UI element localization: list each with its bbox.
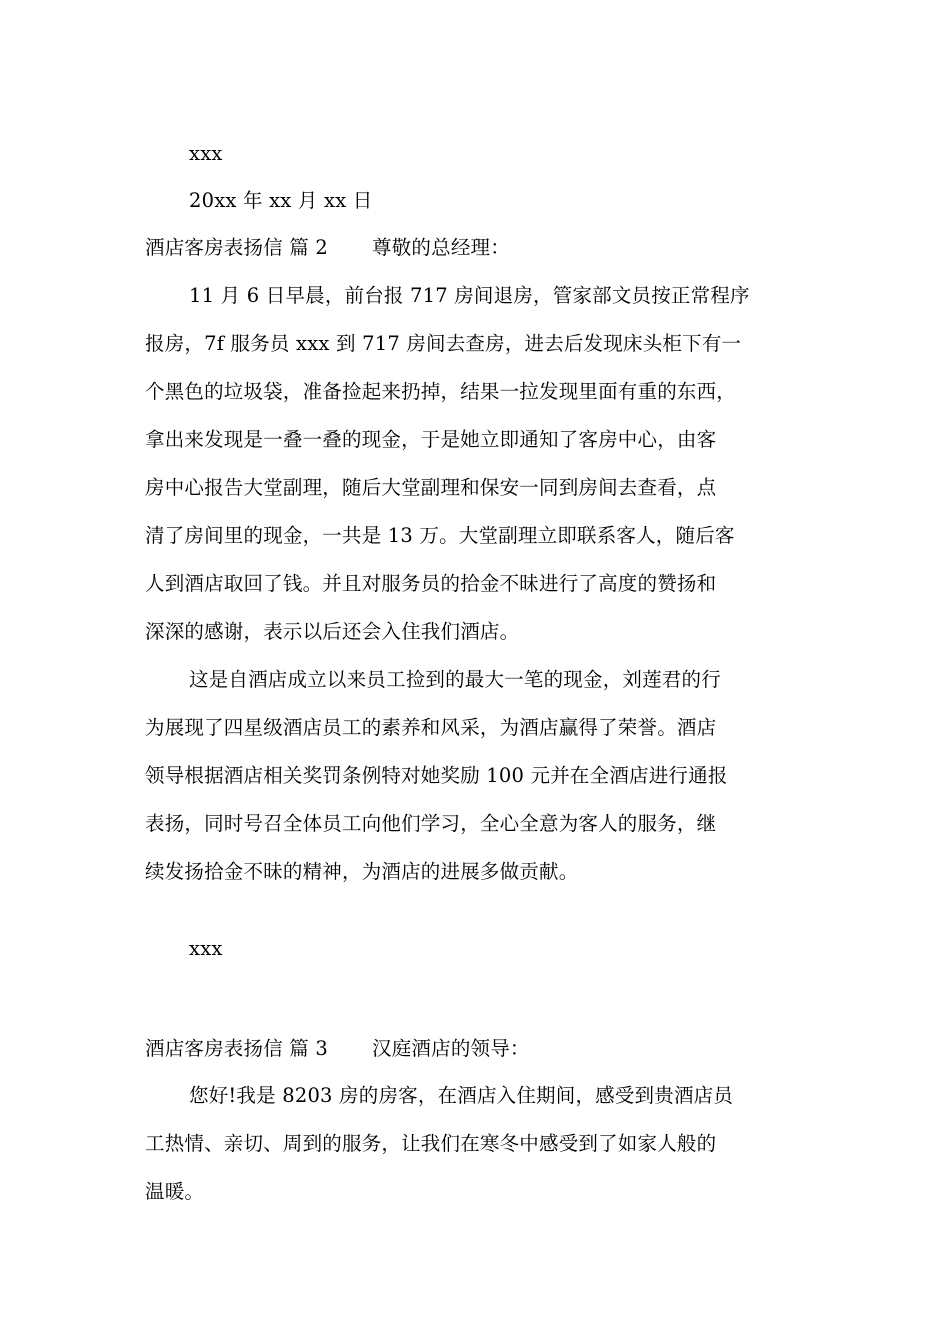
letter-date: 20xx 年 xx 月 xx 日 [189,189,373,212]
letter3-salutation: 汉庭酒店的领导： [372,1037,530,1060]
paragraph-line: 温暖。 [145,1180,205,1203]
paragraph-line: 房中心报告大堂副理，随后大堂副理和保安一同到房间去查看，点 [145,476,717,499]
paragraph-line: 拿出来发现是一叠一叠的现金，于是她立即通知了客房中心，由客 [145,428,717,451]
paragraph-line: 表扬，同时号召全体员工向他们学习，全心全意为客人的服务，继 [145,812,717,835]
paragraph-line: 深深的感谢，表示以后还会入住我们酒店。 [145,620,520,643]
letter2-heading [145,234,815,262]
letter2-salutation: 尊敬的总经理： [372,236,510,259]
letter3-heading [145,1035,815,1063]
paragraph-line: 续发扬拾金不昧的精神，为酒店的进展多做贡献。 [145,860,579,883]
letter3-title: 酒店客房表扬信 篇 3 [145,1037,329,1060]
letter2-signer: xxx [189,937,223,960]
paragraph-line: 人到酒店取回了钱。并且对服务员的拾金不昧进行了高度的赞扬和 [145,572,717,595]
letter2-title: 酒店客房表扬信 篇 2 [145,236,329,259]
paragraph-line: 工热情、亲切、周到的服务，让我们在寒冬中感受到了如家人般的 [145,1132,717,1155]
paragraph-line: 清了房间里的现金，一共是 13 万。大堂副理立即联系客人，随后客 [145,524,735,547]
paragraph-line: 领导根据酒店相关奖罚条例特对她奖励 100 元并在全酒店进行通报 [145,764,728,787]
paragraph-line: 您好!我是 8203 房的房客，在酒店入住期间，感受到贵酒店员 [189,1084,734,1107]
paragraph-line: 个黑色的垃圾袋，准备捡起来扔掉，结果一拉发现里面有重的东西， [145,380,737,403]
signer-name: xxx [189,142,223,165]
paragraph-line: 这是自酒店成立以来员工捡到的最大一笔的现金，刘莲君的行 [189,668,721,691]
paragraph-line: 为展现了四星级酒店员工的素养和风采，为酒店赢得了荣誉。酒店 [145,716,717,739]
paragraph-line: 报房，7f 服务员 xxx 到 717 房间去查房，进去后发现床头柜下有一 [145,332,742,355]
paragraph-line: 11 月 6 日早晨，前台报 717 房间退房，管家部文员按正常程序 [189,284,750,307]
